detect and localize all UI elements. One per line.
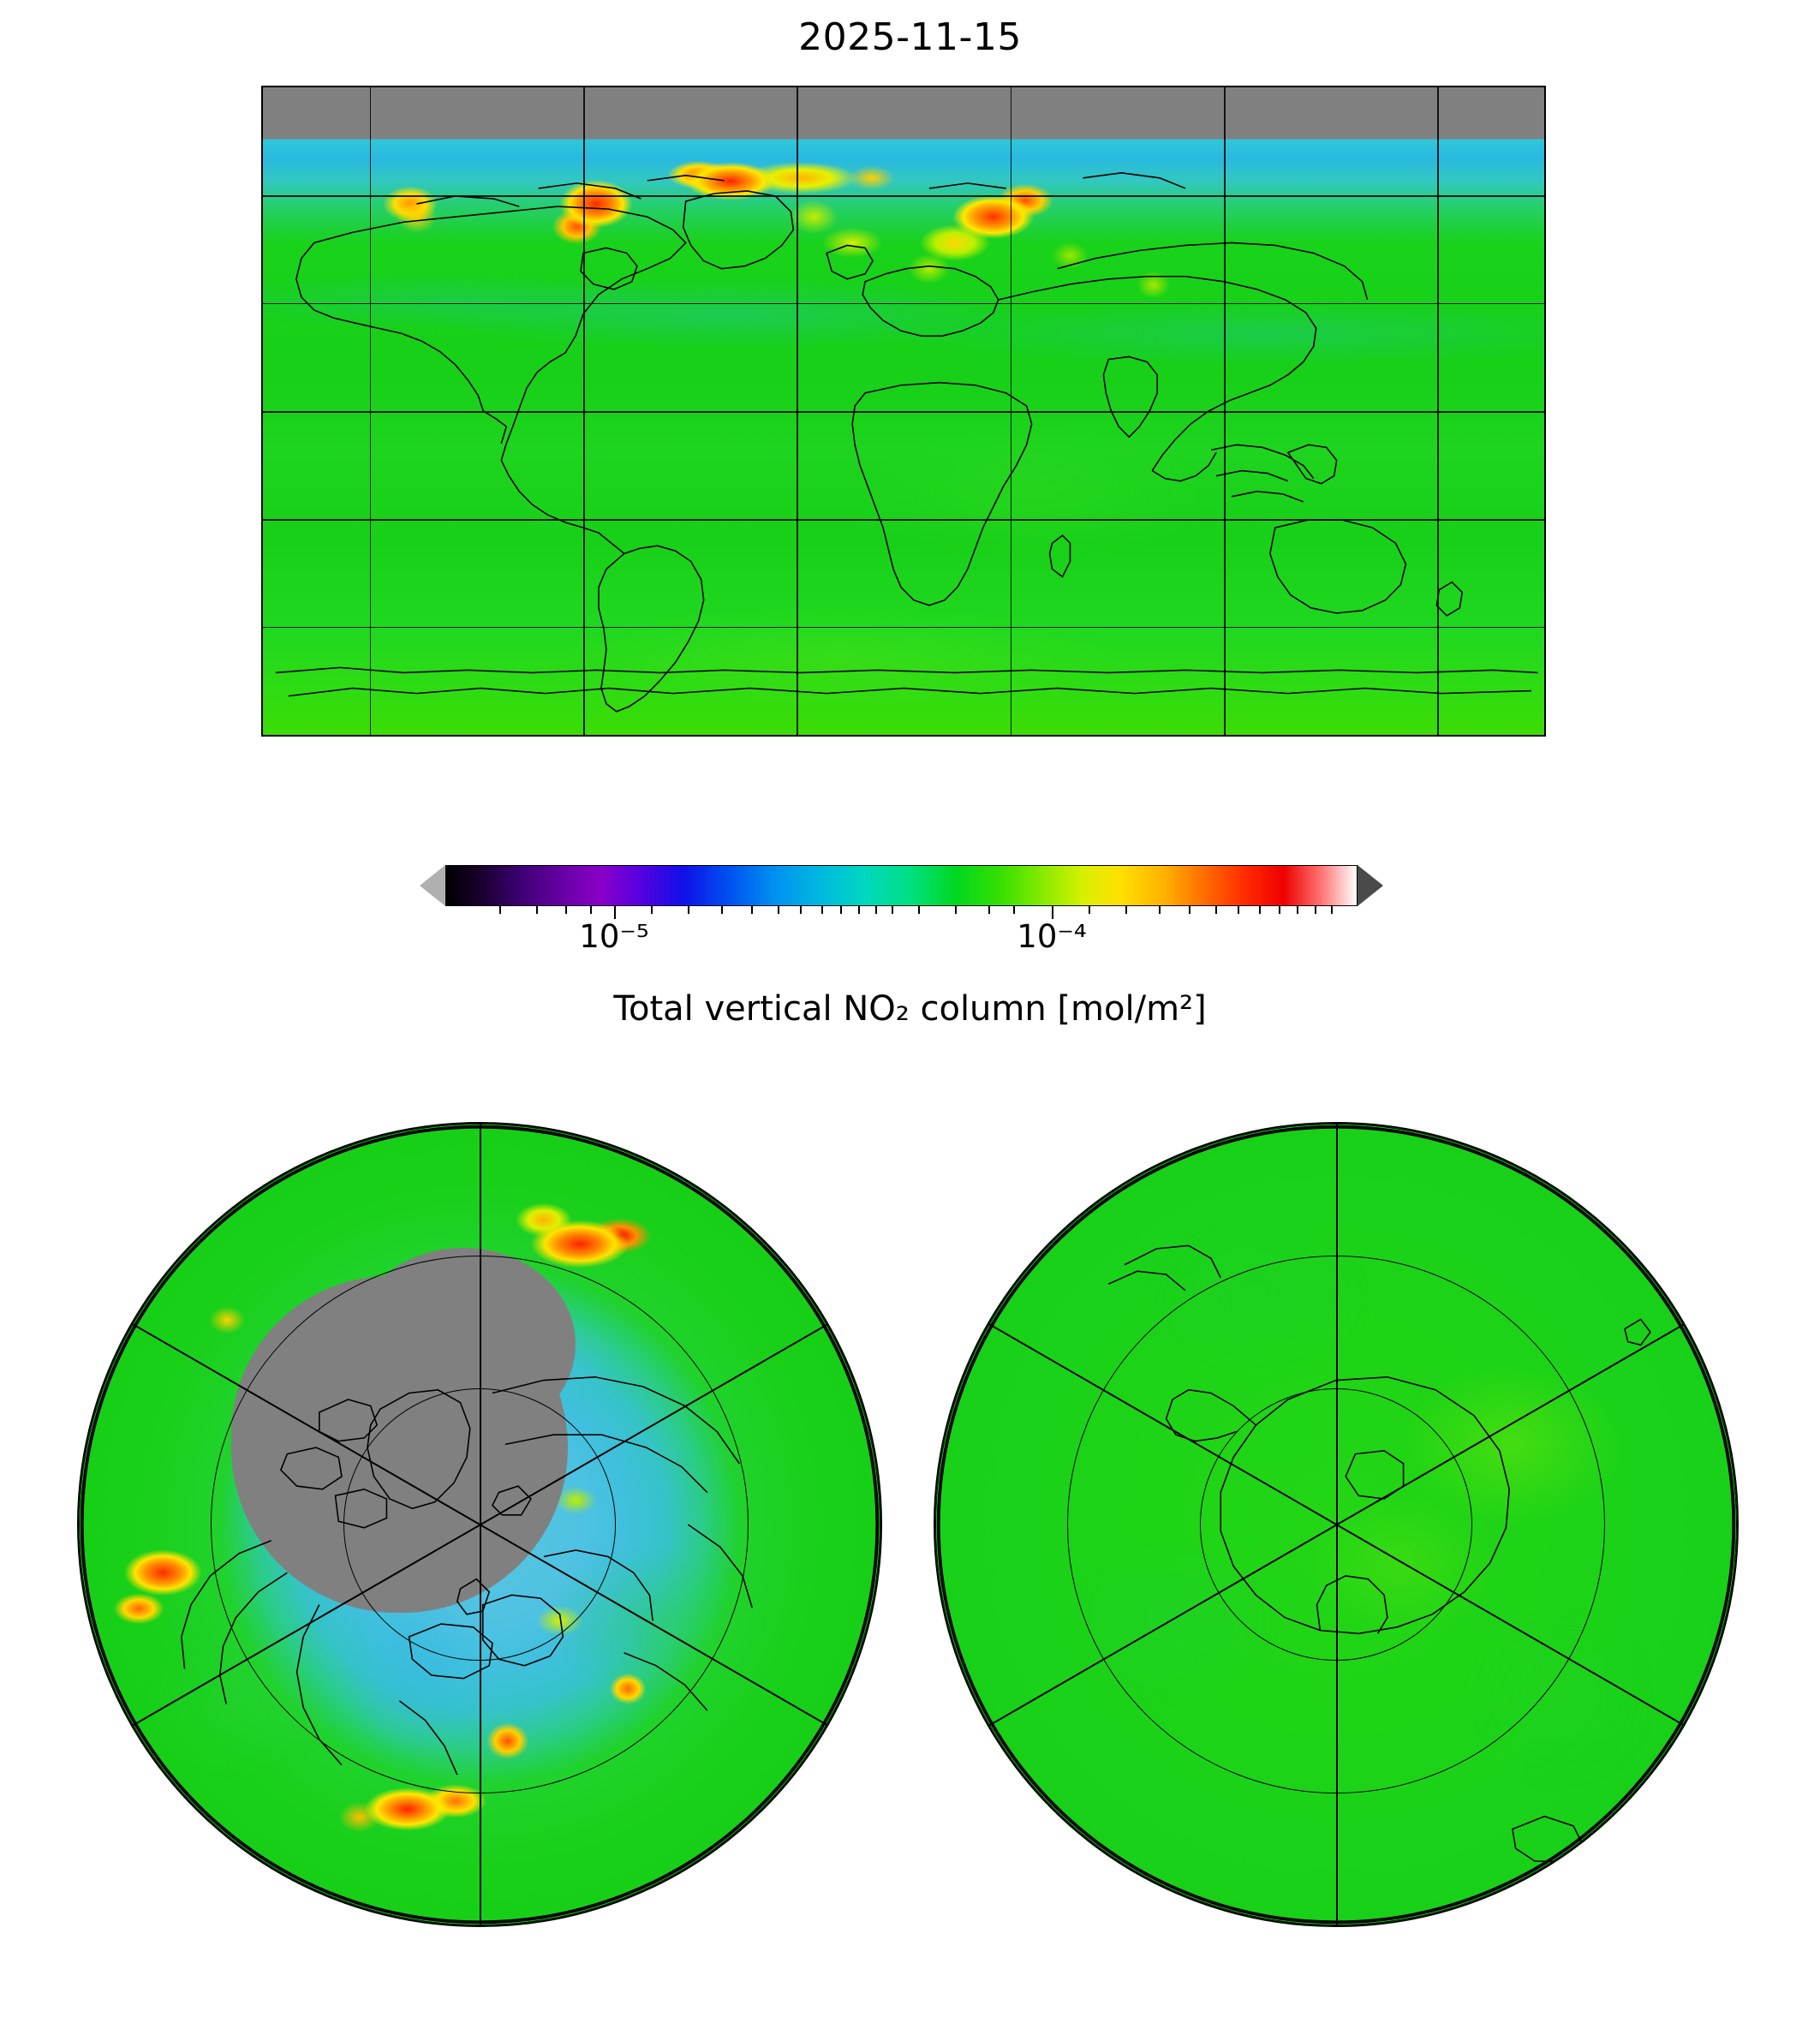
gridline-lon-120w bbox=[370, 87, 372, 735]
colorbar-tick bbox=[1259, 906, 1261, 914]
colorbar-tick bbox=[840, 906, 842, 914]
colorbar-tick bbox=[918, 906, 920, 914]
colorbar-tick bbox=[1215, 906, 1217, 914]
global-missing-data-mask bbox=[263, 87, 1544, 139]
colorbar-tick bbox=[955, 906, 957, 914]
colorbar-tick bbox=[1125, 906, 1127, 914]
colorbar-tick bbox=[590, 906, 592, 914]
gridline-lat-60n bbox=[263, 195, 1544, 197]
gridline-lon-0 bbox=[1011, 87, 1012, 735]
colorbar-tick bbox=[565, 906, 567, 914]
global-map-panel bbox=[261, 86, 1546, 737]
colorbar-tick bbox=[651, 906, 653, 914]
gridline-lon-90w bbox=[583, 87, 585, 735]
gridline-lat-60s bbox=[263, 627, 1544, 629]
gridline-lat-0 bbox=[263, 411, 1544, 413]
south-polar-map-panel bbox=[934, 1122, 1739, 1927]
colorbar-tick bbox=[821, 906, 823, 914]
colorbar-tick bbox=[1297, 906, 1298, 914]
colorbar-tick bbox=[1013, 906, 1015, 914]
colorbar-tick bbox=[1238, 906, 1239, 914]
gridline-lon-60e bbox=[1224, 87, 1226, 735]
colorbar-tick bbox=[536, 906, 538, 914]
colorbar-tick bbox=[875, 906, 877, 914]
north-polar-map-panel bbox=[77, 1122, 882, 1927]
colorbar-tick bbox=[778, 906, 779, 914]
colorbar-tick bbox=[1159, 906, 1161, 914]
colorbar-label: Total vertical NO₂ column [mol/m²] bbox=[613, 989, 1207, 1029]
colorbar-tick bbox=[721, 906, 723, 914]
colorbar-tick-label-1e-4: 10⁻⁴ bbox=[1017, 918, 1087, 955]
gridline-lon-120e bbox=[1437, 87, 1439, 735]
colorbar-extend-low-arrow bbox=[420, 865, 445, 906]
colorbar-tick bbox=[499, 906, 501, 914]
colorbar-tick bbox=[1331, 906, 1333, 914]
gridline-lon-60w bbox=[797, 87, 798, 735]
gridline-lat-30n bbox=[263, 303, 1544, 305]
colorbar-tick bbox=[800, 906, 802, 914]
colorbar-tick bbox=[751, 906, 753, 914]
colorbar-tick-label-1e-5: 10⁻⁵ bbox=[579, 918, 649, 955]
colorbar-tick-major bbox=[1052, 906, 1053, 919]
colorbar-tick bbox=[1189, 906, 1190, 914]
colorbar-tick bbox=[1315, 906, 1316, 914]
colorbar-tick bbox=[688, 906, 689, 914]
colorbar-tick bbox=[1279, 906, 1280, 914]
colorbar-tick bbox=[1089, 906, 1090, 914]
colorbar-tick-major bbox=[614, 906, 616, 919]
colorbar-tick bbox=[988, 906, 990, 914]
colorbar-extend-high-arrow bbox=[1358, 865, 1383, 906]
colorbar-tick bbox=[858, 906, 860, 914]
colorbar-gradient bbox=[445, 865, 1358, 906]
gridline-lat-30s bbox=[263, 519, 1544, 521]
page-title: 2025-11-15 bbox=[798, 15, 1022, 59]
colorbar bbox=[420, 865, 1383, 955]
colorbar-tick bbox=[892, 906, 893, 914]
